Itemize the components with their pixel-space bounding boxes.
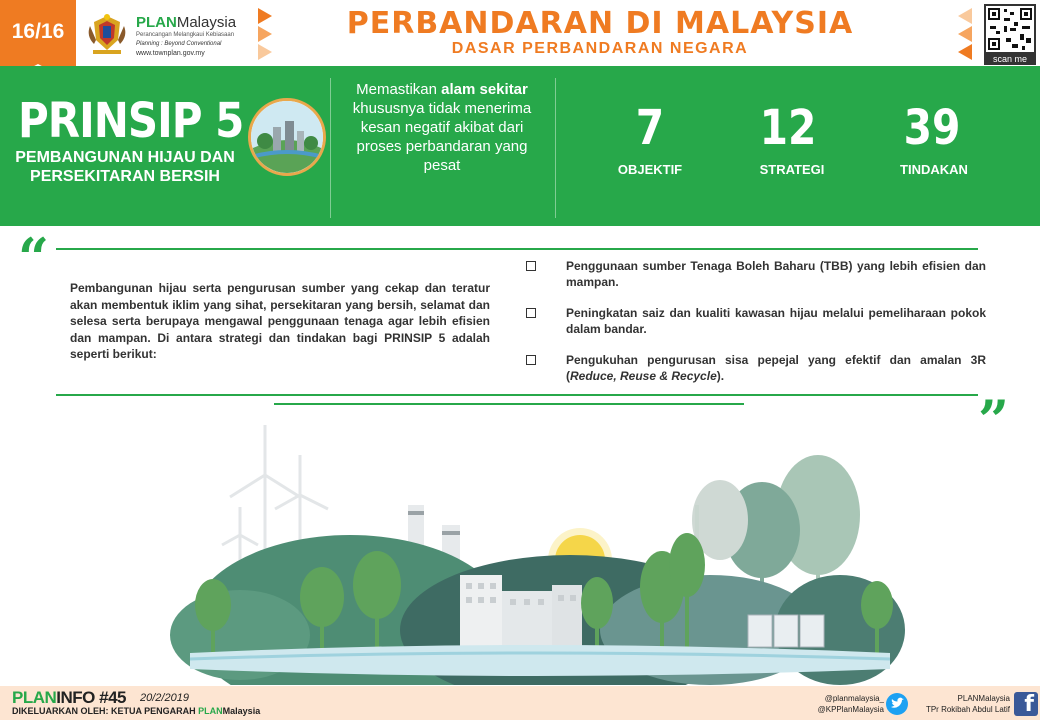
brand-tagline: Planning : Beyond Conventional [136, 41, 222, 47]
planinfo-label: PLANINFO #45 [12, 688, 126, 707]
list-item: Pengukuhan pengurusan sisa pepejal yang efektif dan amalan 3R (Reduce, Reuse & Recycle). [522, 352, 986, 384]
band-divider [330, 78, 331, 218]
list-item: Peningkatan saiz dan kualiti kawasan hijau melalui pemeliharaan pokok dalam bandar. [522, 305, 986, 337]
stat-strategi-value: 12 [759, 100, 817, 156]
principle-name: PEMBANGUNAN HIJAU DAN PERSEKITARAN BERSIH [15, 149, 235, 185]
planmalaysia-logo [84, 10, 260, 62]
band-divider [555, 78, 556, 218]
divider-line [56, 394, 742, 396]
social-handles[interactable] [812, 693, 884, 715]
chevron-left-group-icon [258, 8, 272, 60]
green-city-globe-icon [248, 98, 326, 176]
list-item: Penggunaan sumber Tenaga Boleh Baharu (TBB) yang lebih efisien dan mampan. [522, 258, 986, 290]
page-subtitle: DASAR PERBANDARAN NEGARA [451, 40, 749, 57]
stat-objektif-label: OBJEKTIF [617, 162, 683, 177]
twitter-icon[interactable] [886, 693, 908, 715]
instagram-handle[interactable]: @planmalaysia_ [824, 694, 884, 703]
stat-objektif-value: 7 [635, 100, 665, 156]
quote-close-icon: ” [978, 388, 1010, 452]
twitter-handle[interactable]: @KPPlanMalaysia [817, 705, 884, 714]
checkbox-icon [526, 308, 536, 318]
checkbox-icon [526, 355, 536, 365]
page-indicator: 16/16 [0, 0, 76, 64]
principle-body-text: Pembangunan hijau serta pengurusan sumber yang cekap dan teratur akan membentuk iklim yang sihat, persekitaran yang bersih, selamat dan selesa serta berupaya mengawal penggunaan tenaga agar lebih efisien dan mampan. Di antara strategi dan tindakan bagi PRINSIP 5 adalah seperti berikut: [70, 281, 490, 361]
principle-description: Memastikan alam sekitar khususnya tidak menerima kesan negatif akibat dari proses perbandaran yang pesat [352, 81, 532, 174]
qr-code-icon[interactable] [984, 4, 1036, 54]
issue-date: 20/2/2019 [140, 692, 189, 704]
quote-open-icon: “ [18, 226, 50, 290]
crest-icon [84, 12, 130, 58]
checkbox-icon [526, 261, 536, 271]
green-city-illustration [150, 415, 910, 685]
stat-tindakan-value: 39 [903, 100, 961, 156]
qr-scan-label: scan me [984, 53, 1036, 65]
principle-heading: PRINSIP 5 [18, 92, 244, 149]
author-info: PLANMalaysia TPr Rokibah Abdul Latif [925, 694, 1010, 714]
brand-subtitle: Perancangan Melangkaui Kebiasaan [136, 32, 235, 38]
brand-name: PLANMalaysia [136, 14, 237, 31]
page-title: PERBANDARAN DI MALAYSIA [346, 6, 854, 41]
issued-by: DIKELUARKAN OLEH: KETUA PENGARAH PLANMalaysia [12, 706, 261, 716]
chevron-right-group-icon [958, 8, 972, 60]
divider-line [740, 394, 978, 396]
divider-line [56, 248, 978, 250]
brand-url: www.townplan.gov.my [136, 50, 205, 57]
divider-line [274, 403, 744, 405]
stat-strategi-label: STRATEGI [759, 162, 825, 177]
facebook-icon[interactable]: f [1014, 692, 1038, 716]
strategy-list [522, 258, 986, 399]
stat-tindakan-label: TINDAKAN [900, 162, 968, 177]
